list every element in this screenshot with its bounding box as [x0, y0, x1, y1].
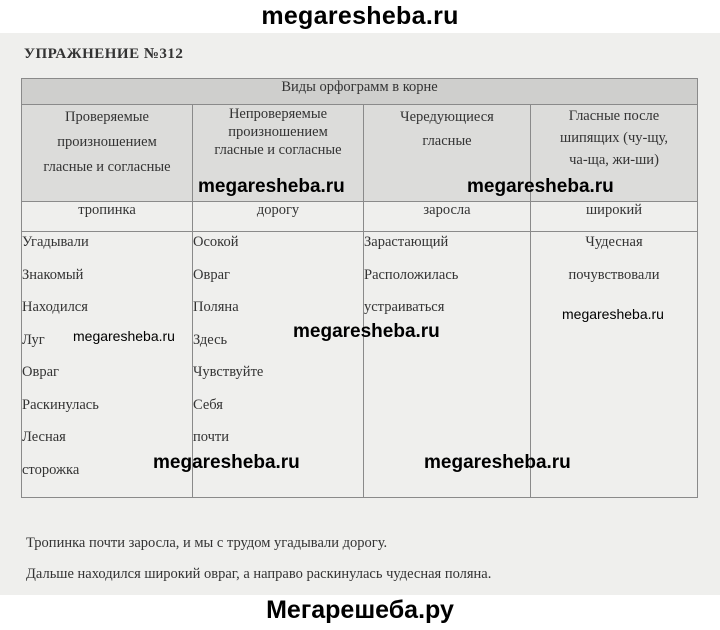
list-item: почувствовали: [568, 266, 660, 283]
list-item: устраиваться: [364, 299, 445, 315]
list-item: Угадывали: [22, 234, 89, 250]
paragraph-line: Дальше находился широкий овраг, а направо раскинулась чудесная поляна.: [26, 566, 492, 582]
list-item: Расположилась: [364, 266, 459, 283]
watermark: megaresheba.ru: [467, 176, 614, 197]
list-item: Здесь: [193, 331, 228, 348]
list-item: Овраг: [193, 266, 230, 283]
list-item: Зарастающий: [364, 234, 449, 250]
list-item: Знакомый: [22, 266, 84, 283]
header-line: Непроверяемые: [228, 106, 328, 122]
list-item: Себя: [193, 396, 223, 413]
list-item: Находился: [22, 299, 88, 315]
header-line: произношением: [228, 124, 328, 140]
site-footer: Мегарешеба.ру: [266, 596, 454, 624]
orthogram-table: [21, 78, 698, 498]
header-line: шипящих (чу-щу,: [560, 130, 668, 146]
header-line: ча-ща, жи-ши): [569, 152, 659, 168]
list-item: Поляна: [193, 299, 239, 315]
example-word: широкий: [531, 202, 698, 232]
watermark: megaresheba.ru: [293, 321, 440, 342]
list-item: Луг: [22, 331, 45, 348]
watermark: megaresheba.ru: [198, 176, 345, 197]
exercise-title: УПРАЖНЕНИЕ №312: [24, 46, 184, 62]
column-header: [22, 105, 193, 202]
watermark: megaresheba.ru: [73, 328, 175, 344]
header-line: гласные и согласные: [43, 159, 171, 175]
site-header: megaresheba.ru: [261, 2, 459, 30]
list-item: почти: [193, 429, 230, 445]
watermark: megaresheba.ru: [562, 306, 664, 322]
list-item: Чудесная: [585, 234, 643, 250]
header-line: произношением: [57, 134, 157, 150]
watermark: megaresheba.ru: [424, 452, 571, 473]
list-item: Раскинулась: [22, 396, 99, 413]
header-line: гласные и согласные: [214, 142, 342, 158]
example-word: дорогу: [193, 202, 364, 232]
paragraph-line: Тропинка почти заросла, и мы с трудом угадывали дорогу.: [26, 535, 388, 551]
table-caption: Виды орфограмм в корне: [22, 79, 698, 105]
header-line: Проверяемые: [65, 109, 149, 125]
watermark: megaresheba.ru: [153, 452, 300, 473]
list-item: сторожка: [22, 461, 80, 478]
list-item: Лесная: [22, 429, 66, 445]
list-item: Осокой: [193, 234, 239, 250]
list-item: Чувствуйте: [193, 364, 264, 380]
header-line: Гласные после: [568, 108, 660, 124]
example-word: заросла: [364, 202, 531, 232]
list-item: Овраг: [22, 364, 59, 380]
header-line: гласные: [422, 133, 472, 149]
example-word: тропинка: [22, 202, 193, 232]
header-line: Чередующиеся: [400, 109, 494, 125]
